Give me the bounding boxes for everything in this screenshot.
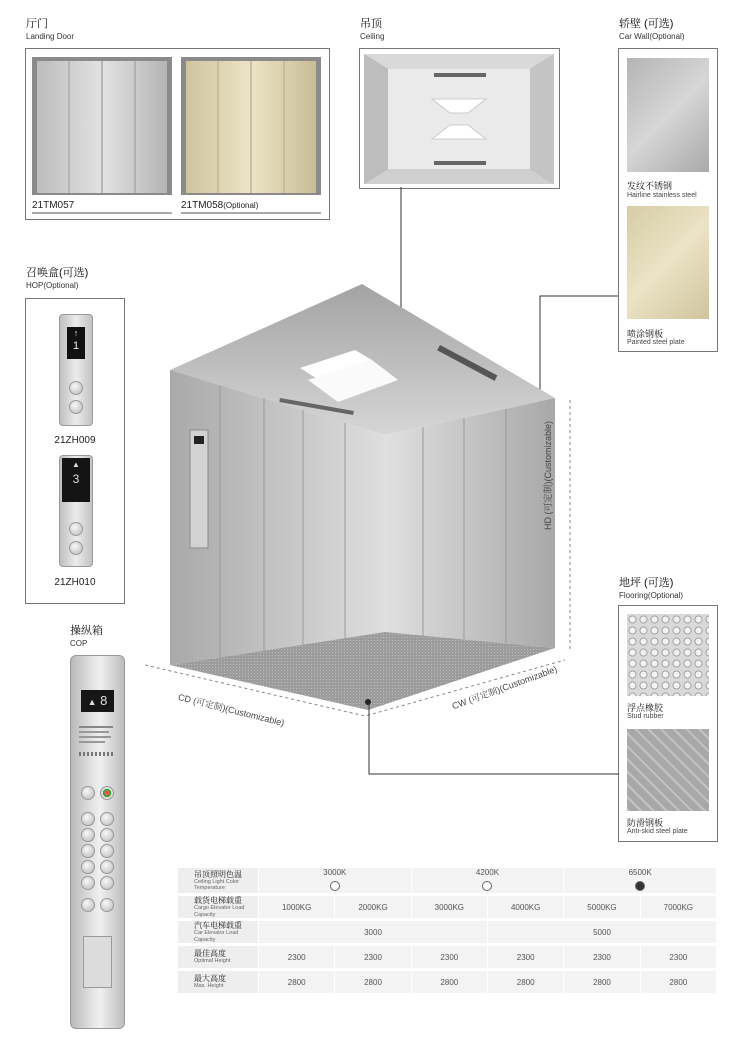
color-temp-cell: 4200K — [412, 868, 565, 896]
radio-6500k[interactable] — [635, 881, 645, 891]
swatch-painted-steel-zh: 喷涂钢板 — [627, 329, 664, 339]
table-cell: 2300 — [641, 946, 717, 971]
cop-floor-button[interactable] — [81, 828, 95, 842]
elevator-car-illustration — [140, 280, 585, 720]
cop-panel — [70, 655, 125, 1029]
table-cell: 2300 — [335, 946, 411, 971]
door-code-21tm057: 21TM057 — [32, 200, 75, 211]
ceiling-title-en: Ceiling — [360, 32, 385, 41]
up-triangle-icon: ▲ — [87, 697, 97, 707]
table-row — [178, 946, 717, 971]
cop-floor-button[interactable] — [100, 860, 114, 874]
cop-label-line — [79, 726, 113, 728]
cop-floor-button[interactable] — [100, 812, 114, 826]
flooring-panel — [618, 605, 718, 842]
table-cell: 5000 — [488, 921, 717, 946]
up-triangle-icon: ▲ — [72, 460, 80, 469]
hd-dimension-label: HD (可定制)(Customizable) — [543, 420, 553, 530]
cop-floor-button[interactable] — [81, 812, 95, 826]
hop-code-21zh010: 21ZH010 — [54, 577, 96, 588]
table-row — [178, 921, 717, 946]
hop-title-zh: 召唤盒(可选) — [26, 267, 89, 279]
table-cell: 2300 — [259, 946, 335, 971]
flooring-leader-line — [365, 700, 625, 780]
table-row — [178, 971, 717, 996]
table-cell: 2300 — [564, 946, 640, 971]
door-21tm058-image — [181, 57, 321, 195]
radio-3000k[interactable] — [330, 881, 340, 891]
swatch-anti-skid-steel — [627, 729, 709, 811]
table-row — [178, 896, 717, 921]
hop-21zh009 — [59, 314, 93, 426]
row-label: 最佳高度 Optimal Height — [178, 946, 259, 971]
cop-label-line — [79, 731, 109, 733]
table-cell: 7000KG — [641, 896, 717, 921]
swatch-hairline-steel-en: Hairline stainless steel — [627, 192, 697, 199]
hop-21zh010 — [59, 455, 93, 567]
cop-title-en: COP — [70, 639, 88, 648]
swatch-hairline-steel-zh: 发纹不锈钢 — [627, 181, 673, 191]
swatch-anti-skid-steel-zh: 防滑钢板 — [627, 818, 664, 828]
swatch-stud-rubber — [627, 614, 709, 696]
up-arrow-icon: ↑ — [73, 328, 79, 338]
table-cell: 2300 — [488, 946, 564, 971]
table-cell: 4000KG — [488, 896, 564, 921]
radio-4200k[interactable] — [482, 881, 492, 891]
table-cell: 2800 — [412, 971, 488, 996]
cop-title-zh: 操纵箱 — [70, 625, 103, 637]
hop-21zh009-down-button[interactable] — [69, 400, 83, 414]
car-wall-panel — [618, 48, 718, 352]
color-temp-cell: 3000K — [259, 868, 412, 896]
swatch-hairline-steel — [627, 58, 709, 172]
table-cell: 2800 — [488, 971, 564, 996]
cd-dimension-label: CD (可定制)(Customizable) — [177, 691, 286, 729]
door-21tm057-image — [32, 57, 172, 195]
flooring-title-zh: 地坪 (可选) — [619, 577, 674, 589]
hop-21zh010-display: ▲ 3 — [62, 458, 90, 502]
swatch-anti-skid-steel-en: Anti-skid steel plate — [627, 828, 688, 835]
cop-braille-strip — [79, 752, 115, 756]
row-label: 载货电梯载重 Cargo Elevator Load Capacity — [178, 896, 259, 921]
landing-door-title-en: Landing Door — [26, 32, 75, 41]
table-cell: 3000KG — [412, 896, 488, 921]
table-row — [178, 868, 717, 896]
hop-panel — [25, 298, 125, 604]
hop-21zh010-down-button[interactable] — [69, 541, 83, 555]
ceiling-title-zh: 吊顶 — [360, 18, 382, 30]
color-temp-cell: 6500K — [564, 868, 717, 896]
table-cell: 2300 — [412, 946, 488, 971]
swatch-stud-rubber-zh: 浮点橡胶 — [627, 703, 664, 713]
cop-label-line — [79, 736, 111, 738]
table-cell: 2000KG — [335, 896, 411, 921]
landing-door-title-zh: 厅门 — [26, 18, 48, 30]
table-cell: 2800 — [564, 971, 640, 996]
landing-door-panel — [25, 48, 330, 220]
landing-door-images — [26, 49, 329, 219]
cop-service-cabinet[interactable] — [83, 936, 112, 988]
cop-floor-button[interactable] — [81, 876, 95, 890]
hop-21zh009-up-button[interactable] — [69, 381, 83, 395]
hop-title-en: HOP(Optional) — [26, 281, 79, 290]
car-wall-title-en: Car Wall(Optional) — [619, 32, 685, 41]
spec-table — [178, 868, 717, 996]
flooring-title-en: Flooring(Optional) — [619, 591, 684, 600]
cop-display: ▲ 8 — [81, 690, 114, 712]
cop-floor-button[interactable] — [81, 844, 95, 858]
cop-floor-button[interactable] — [100, 844, 114, 858]
hop-21zh010-up-button[interactable] — [69, 522, 83, 536]
cop-floor-button[interactable] — [100, 876, 114, 890]
ceiling-panel — [359, 48, 560, 189]
table-cell: 5000KG — [564, 896, 640, 921]
table-cell: 2800 — [259, 971, 335, 996]
table-cell: 2800 — [335, 971, 411, 996]
hop-21zh009-display: ↑ 1 — [67, 327, 85, 359]
cop-door-open-button[interactable] — [81, 898, 95, 912]
door-code-21tm058: 21TM058(Optional) — [181, 200, 259, 211]
hop-code-21zh009: 21ZH009 — [54, 435, 96, 446]
cop-floor-button[interactable] — [81, 860, 95, 874]
cop-floor-button[interactable] — [100, 828, 114, 842]
table-cell: 3000 — [259, 921, 488, 946]
row-label: 汽车电梯载重 Car Elevator Load Capacity — [178, 921, 259, 946]
swatch-painted-steel-en: Painted steel plate — [627, 339, 685, 346]
swatch-stud-rubber-en: Stud rubber — [627, 713, 664, 720]
table-cell: 1000KG — [259, 896, 335, 921]
row-label: 最大高度 Max. Height — [178, 971, 259, 996]
cop-door-close-button[interactable] — [100, 898, 114, 912]
cop-label-line — [79, 741, 105, 743]
table-cell: 2800 — [641, 971, 717, 996]
cw-dimension-label: CW (可定制)(Customizable) — [450, 663, 559, 712]
cop-door-open-button[interactable] — [81, 786, 95, 800]
row-label: 吊顶照明色温 Ceiling Light Color Temperature — [178, 868, 259, 896]
swatch-painted-steel — [627, 206, 709, 319]
car-wall-title-zh: 轿壁 (可选) — [619, 18, 674, 30]
ceiling-image — [360, 49, 559, 188]
cop-alarm-button[interactable] — [100, 786, 114, 800]
